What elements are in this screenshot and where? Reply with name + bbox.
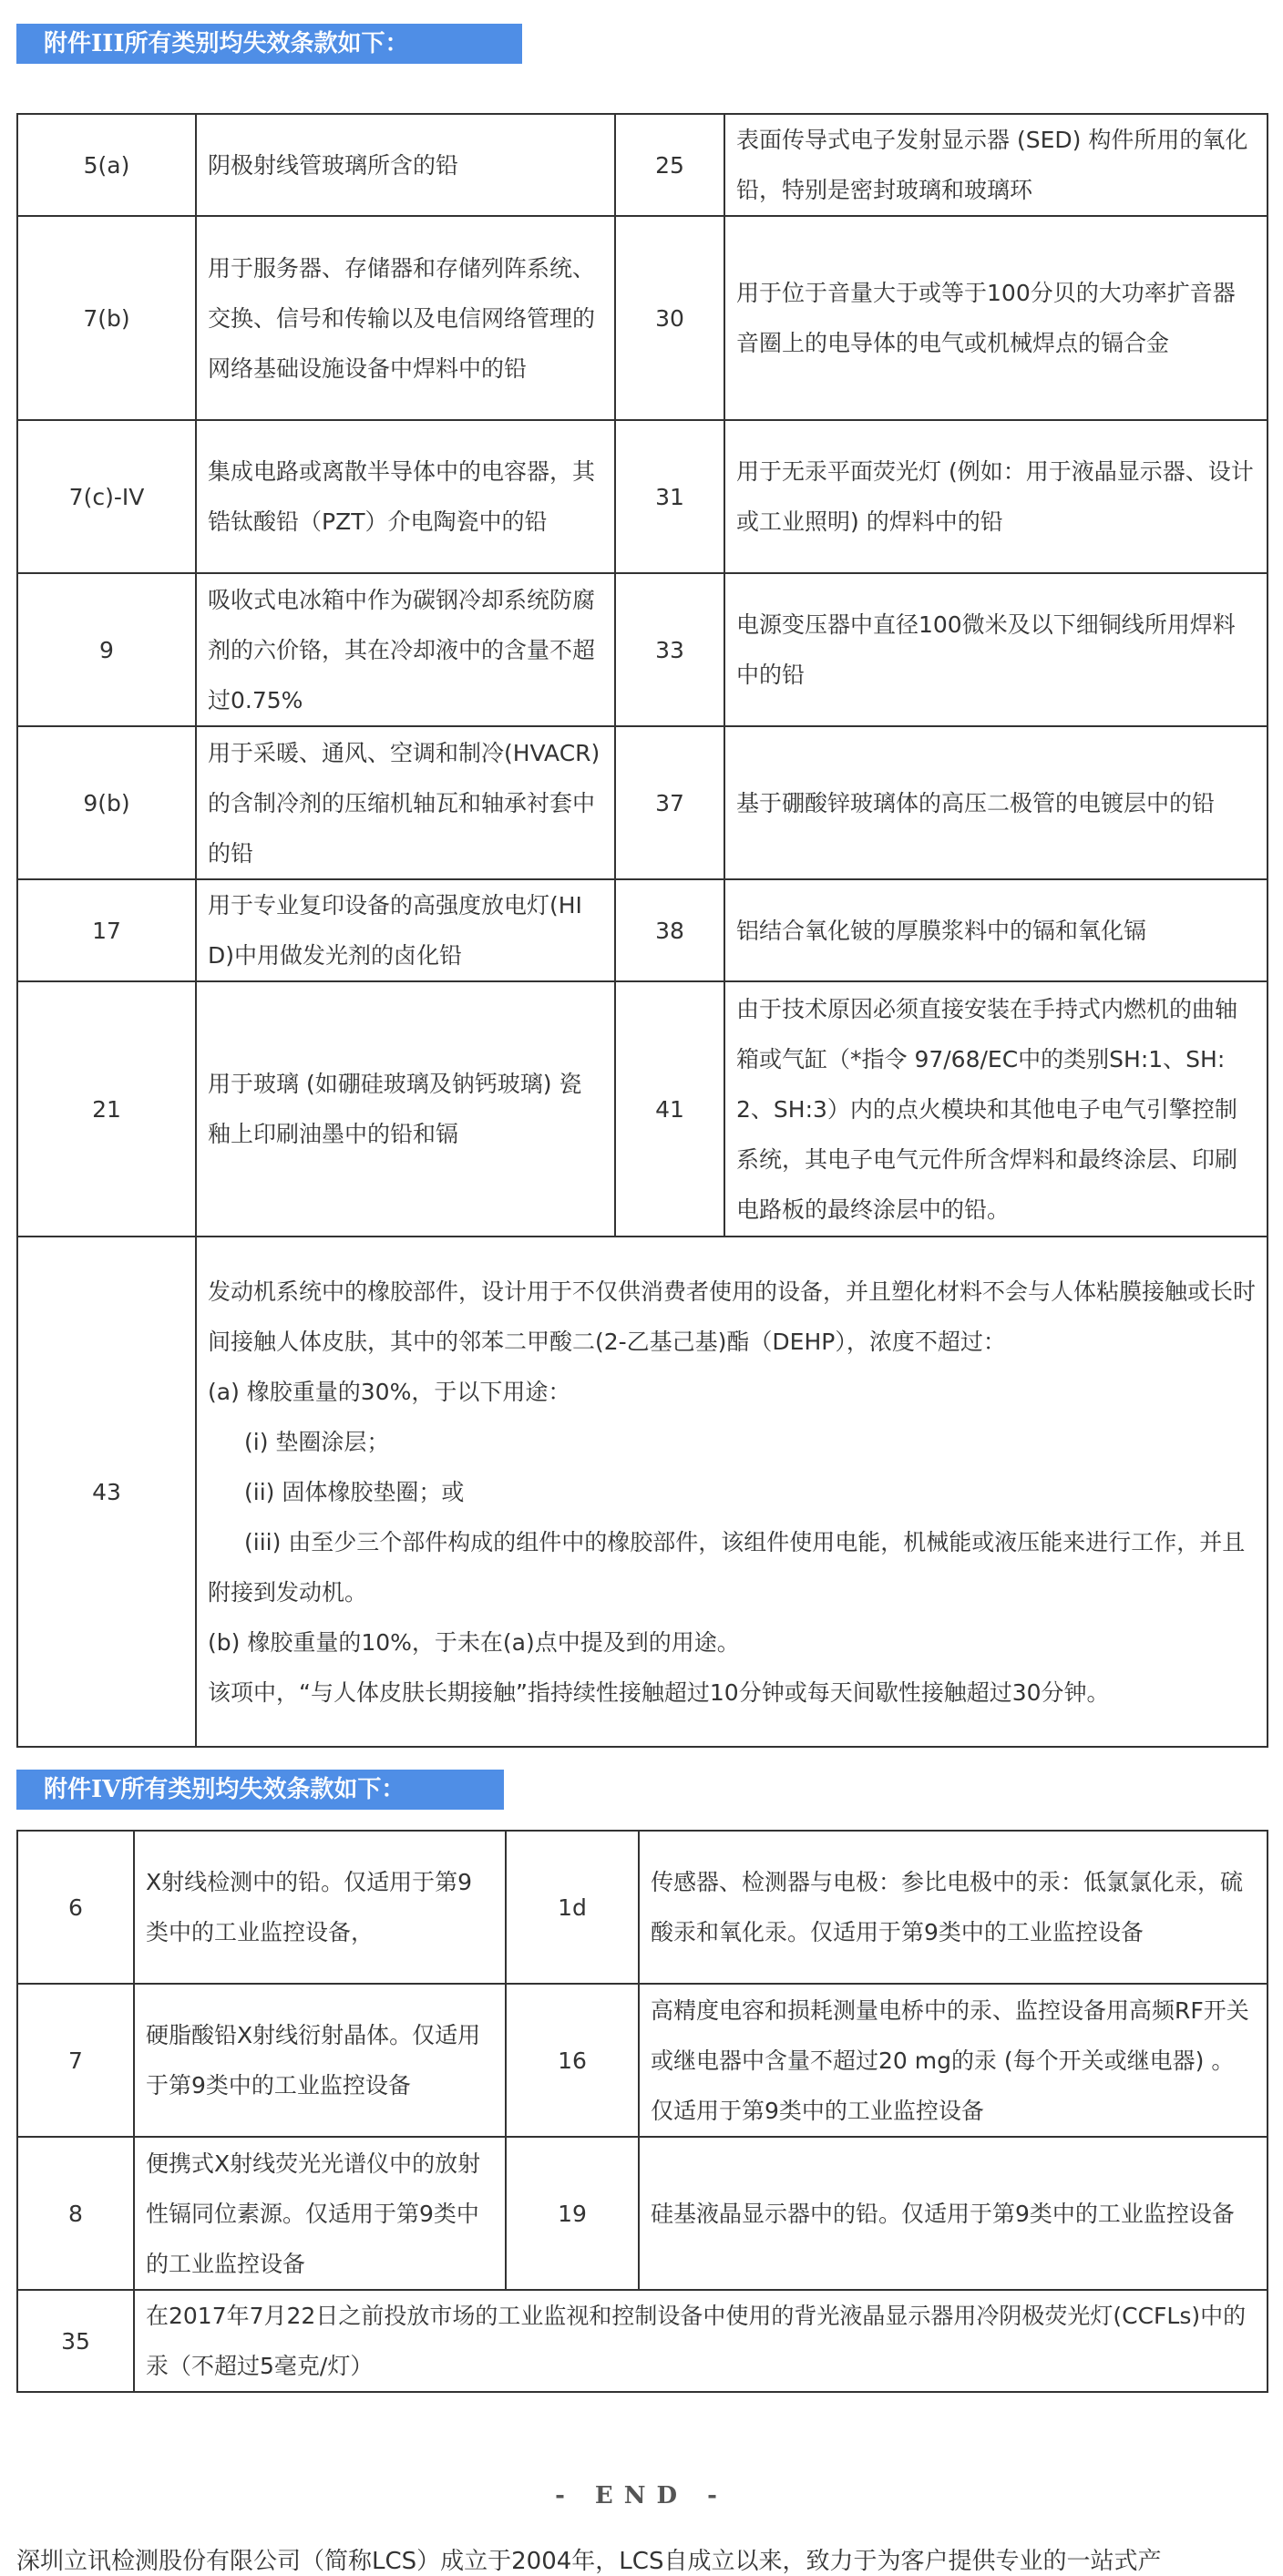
- item-number: 17: [17, 879, 196, 981]
- company-intro-text: 深圳立讯检测股份有限公司（简称LCS）成立于2004年，LCS自成立以来，致力于为客户提供专业的一站式产: [16, 2548, 1162, 2575]
- table-row: [17, 1237, 1268, 1747]
- item-description: 用于专业复印设备的高强度放电灯(HID)中用做发光剂的卤化铅: [196, 879, 615, 981]
- item-number: 30: [615, 216, 724, 420]
- item-number: 25: [615, 114, 724, 216]
- item-number: 6: [17, 1831, 134, 1984]
- table-row: [17, 573, 1268, 726]
- item-description: 在2017年7月22日之前投放市场的工业监视和控制设备中使用的背光液晶显示器用冷阴极荧光灯(CCFLs)中的汞（不超过5毫克/灯）: [134, 2290, 1268, 2392]
- item-description: 电源变压器中直径100微米及以下细铜线所用焊料中的铅: [724, 573, 1268, 726]
- annex-iv-heading: 附件IV所有类别均失效条款如下：: [16, 1770, 504, 1810]
- item-description: 由于技术原因必须直接安装在手持式内燃机的曲轴箱或气缸（*指令 97/68/EC中的类别SH:1、SH:2、SH:3）内的点火模块和其他电子电气引擎控制系统，其电子电气元件所含焊料和最终涂层、印刷电路板的最终涂层中的铅。: [724, 981, 1268, 1237]
- item-43-sub-i: (i) 垫圈涂层；: [244, 1428, 390, 1455]
- annex-iii-table: [16, 113, 1268, 1748]
- item-43-intro: 发动机系统中的橡胶部件，设计用于不仅供消费者使用的设备，并且塑化材料不会与人体粘膜接触或长时间接触人体皮肤，其中的邻苯二甲酸二(2-乙基己基)酯（DEHP），浓度不超过：: [208, 1278, 1257, 1355]
- item-number: 5(a): [17, 114, 196, 216]
- item-number: 21: [17, 981, 196, 1237]
- item-number: 19: [506, 2137, 639, 2290]
- end-mark: - END -: [555, 2482, 728, 2509]
- item-description: [196, 1237, 1268, 1747]
- item-number: 8: [17, 2137, 134, 2290]
- item-description: 硅基液晶显示器中的铅。仅适用于第9类中的工业监控设备: [639, 2137, 1268, 2290]
- item-number: 38: [615, 879, 724, 981]
- item-description: 用于位于音量大于或等于100分贝的大功率扩音器音圈上的电导体的电气或机械焊点的镉合金: [724, 216, 1268, 420]
- item-number: 7(b): [17, 216, 196, 420]
- item-description: 用于采暖、通风、空调和制冷(HVACR)的含制冷剂的压缩机轴瓦和轴承衬套中的铅: [196, 726, 615, 879]
- item-description: 集成电路或离散半导体中的电容器，其锆钛酸铅（PZT）介电陶瓷中的铅: [196, 420, 615, 573]
- item-description: 高精度电容和损耗测量电桥中的汞、监控设备用高频RF开关或继电器中含量不超过20 mg的汞 (每个开关或继电器) 。仅适用于第9类中的工业监控设备: [639, 1984, 1268, 2137]
- item-number: 7(c)-IV: [17, 420, 196, 573]
- item-description: 传感器、检测器与电极：参比电极中的汞：低氯氯化汞，硫酸汞和氧化汞。仅适用于第9类中的工业监控设备: [639, 1831, 1268, 1984]
- item-description: 用于服务器、存储器和存储列阵系统、交换、信号和传输以及电信网络管理的网络基础设施设备中焊料中的铅: [196, 216, 615, 420]
- item-description: 便携式X射线荧光光谱仪中的放射性镉同位素源。仅适用于第9类中的工业监控设备: [134, 2137, 506, 2290]
- item-number: 7: [17, 1984, 134, 2137]
- item-number: 1d: [506, 1831, 639, 1984]
- table-row: [17, 1831, 1268, 1984]
- item-description: 基于硼酸锌玻璃体的高压二极管的电镀层中的铅: [724, 726, 1268, 879]
- table-row: [17, 216, 1268, 420]
- table-row: [17, 879, 1268, 981]
- table-row: [17, 726, 1268, 879]
- item-description: X射线检测中的铅。仅适用于第9类中的工业监控设备，: [134, 1831, 506, 1984]
- item-description: 表面传导式电子发射显示器 (SED) 构件所用的氧化铅，特别是密封玻璃和玻璃环: [724, 114, 1268, 216]
- item-43-note: 该项中，“与人体皮肤长期接触”指持续性接触超过10分钟或每天间歇性接触超过30分钟。: [208, 1678, 1110, 1706]
- item-43-sub-ii: (ii) 固体橡胶垫圈；或: [244, 1478, 465, 1505]
- item-description: 吸收式电冰箱中作为碳钢冷却系统防腐剂的六价铬，其在冷却液中的含量不超过0.75%: [196, 573, 615, 726]
- item-number: 43: [17, 1237, 196, 1747]
- item-description: 用于玻璃 (如硼硅玻璃及钠钙玻璃) 瓷釉上印刷油墨中的铅和镉: [196, 981, 615, 1237]
- item-number: 9: [17, 573, 196, 726]
- item-number: 33: [615, 573, 724, 726]
- table-row: [17, 114, 1268, 216]
- item-number: 35: [17, 2290, 134, 2392]
- item-description: 阴极射线管玻璃所含的铅: [196, 114, 615, 216]
- item-number: 9(b): [17, 726, 196, 879]
- item-description: 硬脂酸铅X射线衍射晶体。仅适用于第9类中的工业监控设备: [134, 1984, 506, 2137]
- item-number: 37: [615, 726, 724, 879]
- item-description: 铝结合氧化铍的厚膜浆料中的镉和氧化镉: [724, 879, 1268, 981]
- table-row: [17, 420, 1268, 573]
- item-43-sub-iii: (iii) 由至少三个部件构成的组件中的橡胶部件，该组件使用电能，机械能或液压能来进行工作，并且附接到发动机。: [208, 1528, 1246, 1606]
- item-description: 用于无汞平面荧光灯 (例如：用于液晶显示器、设计或工业照明) 的焊料中的铅: [724, 420, 1268, 573]
- table-row: [17, 2290, 1268, 2392]
- table-row: [17, 981, 1268, 1237]
- table-row: [17, 1984, 1268, 2137]
- annex-iii-heading: 附件III所有类别均失效条款如下：: [16, 24, 522, 64]
- item-43-point-b: (b) 橡胶重量的10%，于未在(a)点中提及到的用途。: [208, 1628, 740, 1656]
- item-43-point-a: (a) 橡胶重量的30%，于以下用途：: [208, 1378, 571, 1405]
- item-number: 41: [615, 981, 724, 1237]
- annex-iv-table: [16, 1830, 1268, 2393]
- table-row: [17, 2137, 1268, 2290]
- item-number: 31: [615, 420, 724, 573]
- item-number: 16: [506, 1984, 639, 2137]
